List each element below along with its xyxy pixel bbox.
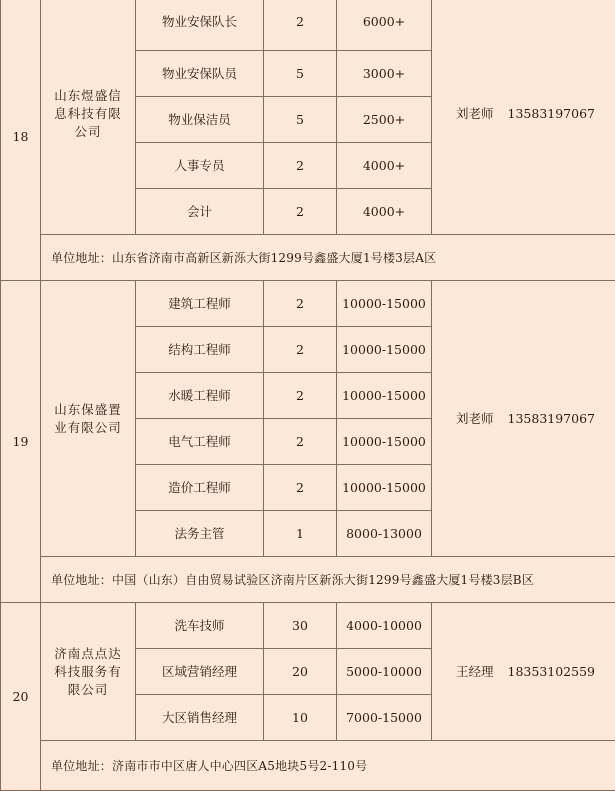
job-count bbox=[263, 188, 337, 235]
job-count-text: 2 bbox=[296, 479, 304, 495]
job-salary-text: 8000-13000 bbox=[346, 525, 422, 541]
job-count-text: 1 bbox=[296, 525, 304, 541]
job-salary-text: 6000+ bbox=[362, 13, 406, 29]
job-count bbox=[263, 602, 337, 649]
job-title-text: 造价工程师 bbox=[168, 479, 231, 495]
job-title bbox=[135, 372, 264, 419]
job-salary-text: 10000-15000 bbox=[342, 295, 426, 311]
job-count bbox=[263, 418, 337, 465]
job-count-text: 10 bbox=[292, 709, 308, 725]
contact-cell bbox=[431, 0, 615, 235]
job-salary-text: 10000-15000 bbox=[342, 433, 426, 449]
job-count bbox=[263, 0, 337, 51]
company-address bbox=[40, 556, 615, 603]
job-salary-text: 10000-15000 bbox=[342, 341, 426, 357]
job-count bbox=[263, 326, 337, 373]
job-count bbox=[263, 142, 337, 189]
job-salary-text: 3000+ bbox=[362, 65, 406, 81]
job-title-text: 电气工程师 bbox=[168, 433, 231, 449]
job-salary-text: 4000+ bbox=[362, 203, 406, 219]
job-salary-text: 5000-10000 bbox=[346, 663, 422, 679]
job-title-text: 区域营销经理 bbox=[161, 663, 237, 679]
job-salary-text: 10000-15000 bbox=[342, 387, 426, 403]
job-salary bbox=[336, 188, 432, 235]
job-title bbox=[135, 142, 264, 189]
contact-name: 刘老师 bbox=[456, 410, 494, 426]
company-address-text: 单位地址：济南市市中区唐人中心四区A5地块5号2-110号 bbox=[51, 758, 368, 773]
company-address bbox=[40, 234, 615, 281]
contact-phone: 13583197067 bbox=[507, 410, 595, 426]
job-count bbox=[263, 648, 337, 695]
job-salary bbox=[336, 372, 432, 419]
job-title bbox=[135, 648, 264, 695]
row-number bbox=[0, 0, 41, 281]
job-count-text: 5 bbox=[296, 65, 304, 81]
job-title bbox=[135, 464, 264, 511]
job-count-text: 2 bbox=[296, 433, 304, 449]
job-count bbox=[263, 510, 337, 557]
job-salary bbox=[336, 418, 432, 465]
job-title bbox=[135, 326, 264, 373]
job-salary-text: 4000+ bbox=[362, 157, 406, 173]
job-count bbox=[263, 280, 337, 327]
job-salary-text: 7000-15000 bbox=[346, 709, 422, 725]
row-number-text: 19 bbox=[12, 433, 29, 449]
job-salary bbox=[336, 280, 432, 327]
contact-phone: 13583197067 bbox=[507, 105, 595, 121]
job-title bbox=[135, 280, 264, 327]
contact-name: 王经理 bbox=[456, 663, 494, 679]
job-title-text: 物业保洁员 bbox=[168, 111, 231, 127]
row-number bbox=[0, 280, 41, 603]
job-count-text: 2 bbox=[296, 387, 304, 403]
job-salary bbox=[336, 464, 432, 511]
row-number-text: 20 bbox=[12, 688, 29, 704]
job-salary bbox=[336, 96, 432, 143]
job-title-text: 结构工程师 bbox=[168, 341, 231, 357]
job-title bbox=[135, 0, 264, 51]
company-name bbox=[40, 0, 136, 235]
job-count bbox=[263, 372, 337, 419]
job-title-text: 法务主管 bbox=[174, 525, 225, 541]
job-count-text: 20 bbox=[292, 663, 308, 679]
company-address-text: 单位地址：山东省济南市高新区新泺大街1299号鑫盛大厦1号楼3层A区 bbox=[51, 250, 437, 265]
job-salary-text: 4000-10000 bbox=[346, 617, 422, 633]
job-count bbox=[263, 694, 337, 741]
job-title bbox=[135, 510, 264, 557]
job-count bbox=[263, 96, 337, 143]
contact-cell bbox=[431, 280, 615, 557]
job-title bbox=[135, 96, 264, 143]
company-name bbox=[40, 602, 136, 741]
contact-name: 刘老师 bbox=[456, 105, 494, 121]
job-title-text: 会计 bbox=[186, 203, 212, 219]
job-count-text: 5 bbox=[296, 111, 304, 127]
job-salary bbox=[336, 510, 432, 557]
job-salary bbox=[336, 326, 432, 373]
job-salary bbox=[336, 602, 432, 649]
job-title bbox=[135, 50, 264, 97]
job-count-text: 2 bbox=[296, 341, 304, 357]
row-number-text: 18 bbox=[12, 128, 29, 144]
job-count bbox=[263, 464, 337, 511]
job-count-text: 2 bbox=[296, 13, 304, 29]
contact-phone: 18353102559 bbox=[507, 663, 595, 679]
company-name-text: 山东保盛置业有限公司 bbox=[54, 401, 122, 435]
company-name-text: 济南点点达科技服务有限公司 bbox=[54, 645, 122, 697]
job-title-text: 物业安保队长 bbox=[161, 13, 237, 29]
job-title-text: 物业安保队员 bbox=[161, 65, 237, 81]
job-title bbox=[135, 602, 264, 649]
contact-cell bbox=[431, 602, 615, 741]
job-count bbox=[263, 50, 337, 97]
job-title bbox=[135, 188, 264, 235]
job-salary bbox=[336, 694, 432, 741]
company-address-text: 单位地址：中国（山东）自由贸易试验区济南片区新泺大街1299号鑫盛大厦1号楼3层B区 bbox=[51, 572, 535, 587]
job-title-text: 建筑工程师 bbox=[168, 295, 231, 311]
job-count-text: 30 bbox=[292, 617, 308, 633]
company-name-text: 山东煜盛信息科技有限公司 bbox=[54, 87, 122, 139]
job-salary-text: 2500+ bbox=[362, 111, 406, 127]
job-title-text: 洗车技师 bbox=[174, 617, 225, 633]
job-salary bbox=[336, 648, 432, 695]
job-count-text: 2 bbox=[296, 295, 304, 311]
job-title-text: 水暖工程师 bbox=[168, 387, 231, 403]
company-name bbox=[40, 280, 136, 557]
job-salary bbox=[336, 0, 432, 51]
job-salary-text: 10000-15000 bbox=[342, 479, 426, 495]
company-address bbox=[40, 740, 615, 791]
row-number bbox=[0, 602, 41, 791]
job-title-text: 大区销售经理 bbox=[161, 709, 237, 725]
job-title bbox=[135, 418, 264, 465]
job-salary bbox=[336, 50, 432, 97]
job-salary bbox=[336, 142, 432, 189]
job-count-text: 2 bbox=[296, 203, 304, 219]
job-title-text: 人事专员 bbox=[174, 157, 225, 173]
job-count-text: 2 bbox=[296, 157, 304, 173]
job-title bbox=[135, 694, 264, 741]
